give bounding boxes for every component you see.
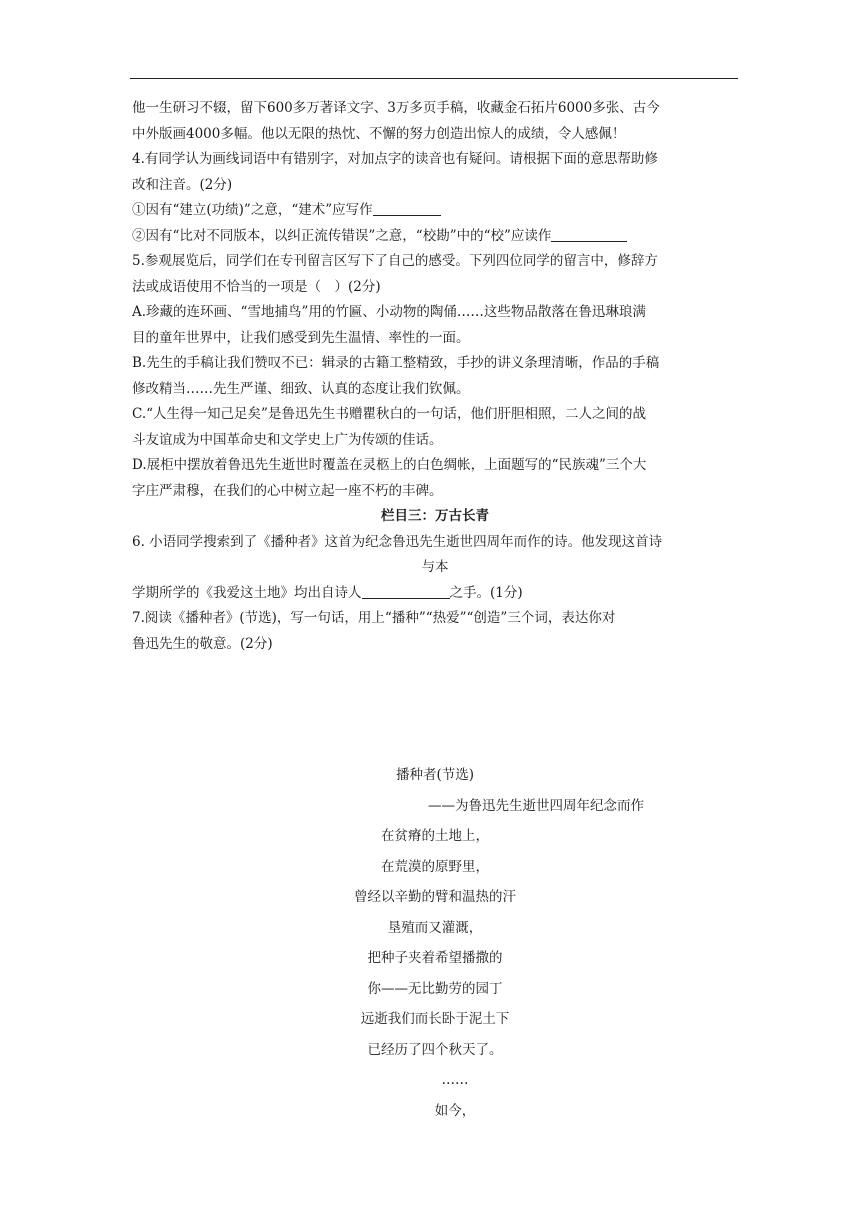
question-6-stem: 6. 小语同学搜索到了《播种者》这首为纪念鲁迅先生逝世四周年而作的诗。他发现这首诗 xyxy=(132,533,663,550)
question-4-item-2 xyxy=(132,224,738,250)
poem-line: 远逝我们而长卧于泥土下 xyxy=(360,1011,510,1027)
question-4-item-2-text: ②因有“比对不同版本，以纠正流传错误”之意，“ xyxy=(132,227,423,244)
dotted-character: 校 xyxy=(422,227,437,244)
answer-blank[interactable] xyxy=(373,200,441,216)
poem-title: 播种者(节选) xyxy=(395,767,475,783)
question-4-item-1-text: ①因有“建立(功绩)”之意，“建术”应写作 xyxy=(132,202,373,218)
option-d: 字庄严肃穆，在我们的心中树立起一座不朽的丰碑。 xyxy=(132,482,443,499)
option-c: C.“人生得一知己足矣”是鲁迅先生书赠瞿秋白的一句话，他们肝胆相照，二人之间的战 xyxy=(132,406,646,422)
poem-line: 在荒漠的原野里， xyxy=(381,858,489,875)
header-rule xyxy=(130,78,738,79)
question-4-stem: 4.有同学认为画线词语中有错别字，对加点字的读音也有疑问。请根据下面的意思帮助修 xyxy=(132,151,658,167)
question-4-item-2-text: 勘”中的“ xyxy=(436,227,491,244)
intro-paragraph-line: 中外版画4000多幅。他以无限的热忱、不懈的努力创造出惊人的成绩，令人感佩！ xyxy=(132,125,626,142)
poem-line: 如今， xyxy=(434,1102,476,1119)
poem-line: 把种子夹着希望播撒的 xyxy=(367,950,503,966)
option-a: 目的童年世界中，让我们感受到先生温情、率性的一面。 xyxy=(132,329,470,346)
poem-line: 你——无比勤劳的园丁 xyxy=(367,980,503,997)
question-6-text: 之手。(1分) xyxy=(449,584,523,601)
dotted-character: 校 xyxy=(490,227,505,244)
answer-blank[interactable] xyxy=(551,226,627,242)
option-b: B.先生的手稿让我们赞叹不已：辑录的古籍工整精致，手抄的讲义条理清晰，作品的手稿 xyxy=(132,355,660,371)
poem-line: 垦殖而又灌溉， xyxy=(387,919,483,936)
answer-blank[interactable] xyxy=(362,583,450,599)
question-4-item-1 xyxy=(132,198,738,224)
question-6-stem: 与本 xyxy=(421,559,449,575)
question-6-text: 学期所学的《我爱这土地》均出自诗人 xyxy=(132,584,362,601)
question-7-stem: 鲁迅先生的敬意。(2分) xyxy=(132,635,273,652)
option-c: 斗友谊成为中国革命史和文学史上广为传颂的佳话。 xyxy=(132,431,443,448)
intro-paragraph-line: 他一生研习不辍，留下600多万著译文字、3万多页手稿，收藏金石拓片6000多张、古今 xyxy=(132,100,660,116)
document-body xyxy=(132,96,738,657)
poem-line: 在贫瘠的土地上， xyxy=(381,828,489,844)
question-4-item-2-text: ”应读作 xyxy=(504,227,552,244)
poem-ellipsis: …… xyxy=(441,1072,469,1088)
option-b: 修改精当……先生严谨、细致、认真的态度让我们钦佩。 xyxy=(132,380,470,397)
question-4-stem: 改和注音。(2分) xyxy=(132,176,233,193)
option-d: D.展柜中摆放着鲁迅先生逝世时覆盖在灵柩上的白色绸帐，上面题写的“民族魂”三个大 xyxy=(132,457,647,473)
poem-subtitle: ——为鲁迅先生逝世四周年纪念而作 xyxy=(428,797,644,814)
option-a: A.珍藏的连环画、“雪地捕鸟”用的竹匾、小动物的陶俑……这些物品散落在鲁迅琳琅满 xyxy=(132,304,646,320)
question-5-stem: 5.参观展览后，同学们在专刊留言区写下了自己的感受。下列四位同学的留言中，修辞方 xyxy=(132,253,658,269)
poem xyxy=(132,760,738,1126)
poem-line: 曾经以辛勤的臂和温热的汗 xyxy=(354,889,516,905)
question-5-stem: 法或成语使用不恰当的一项是（ ）(2分) xyxy=(132,278,381,295)
section-title: 栏目三：万古长青 xyxy=(381,508,489,524)
question-7-stem: 7.阅读《播种者》(节选)，写一句话，用上“播种”“热爱”“创造”三个词，表达你对 xyxy=(132,610,616,626)
poem-line: 已经历了四个秋天了。 xyxy=(367,1041,503,1058)
question-6-stem xyxy=(132,581,738,607)
